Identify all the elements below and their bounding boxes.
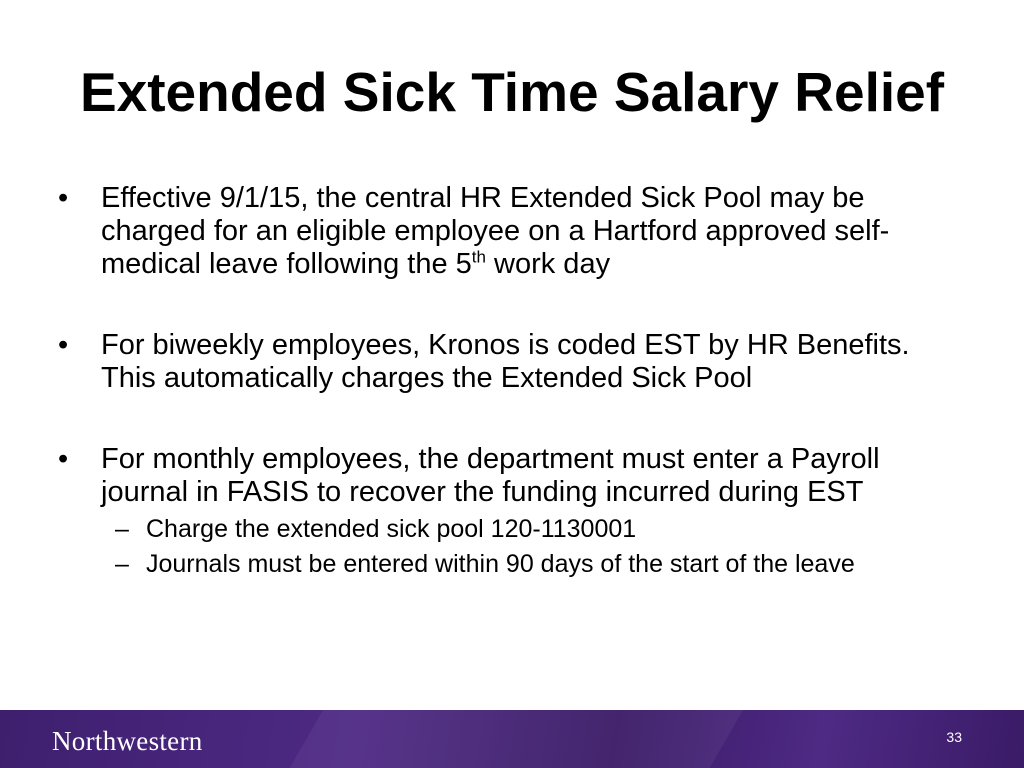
dash-icon: – [115, 515, 129, 543]
sub-bullet-text: Charge the extended sick pool 120-1130001 [146, 515, 637, 543]
bullet-text: Effective 9/1/15, the central HR Extended Sick Pool may be charged for an eligible employee on a Hartford approved self-medical leave following the 5 [101, 182, 890, 280]
sub-bullet-text: Journals must be entered within 90 days of the start of the leave [146, 550, 855, 578]
bullet-item [58, 329, 968, 395]
bullet-text: For monthly employees, the department must enter a Payroll journal in FASIS to recover the funding incurred during EST [101, 443, 880, 508]
sub-bullet-list [101, 515, 968, 579]
sub-bullet-item [105, 550, 968, 579]
bullet-item [58, 443, 968, 579]
bullet-text-end: work day [485, 248, 611, 280]
sub-bullet-item [105, 515, 968, 544]
bullet-dot-icon: • [58, 443, 69, 475]
bullet-item [58, 182, 968, 281]
bullet-superscript: th [471, 247, 486, 267]
dash-icon: – [115, 550, 129, 578]
northwestern-logo: Northwestern [52, 726, 203, 756]
slide-title: Extended Sick Time Salary Relief [79, 61, 945, 123]
footer-decoration [265, 710, 754, 768]
bullet-list [58, 182, 968, 585]
bullet-dot-icon: • [58, 329, 69, 361]
footer-bar [0, 710, 1024, 768]
bullet-text: For biweekly employees, Kronos is coded EST by HR Benefits. This automatically charges the Extended Sick Pool [101, 329, 910, 394]
page-number: 33 [946, 729, 962, 745]
bullet-dot-icon: • [58, 182, 69, 214]
